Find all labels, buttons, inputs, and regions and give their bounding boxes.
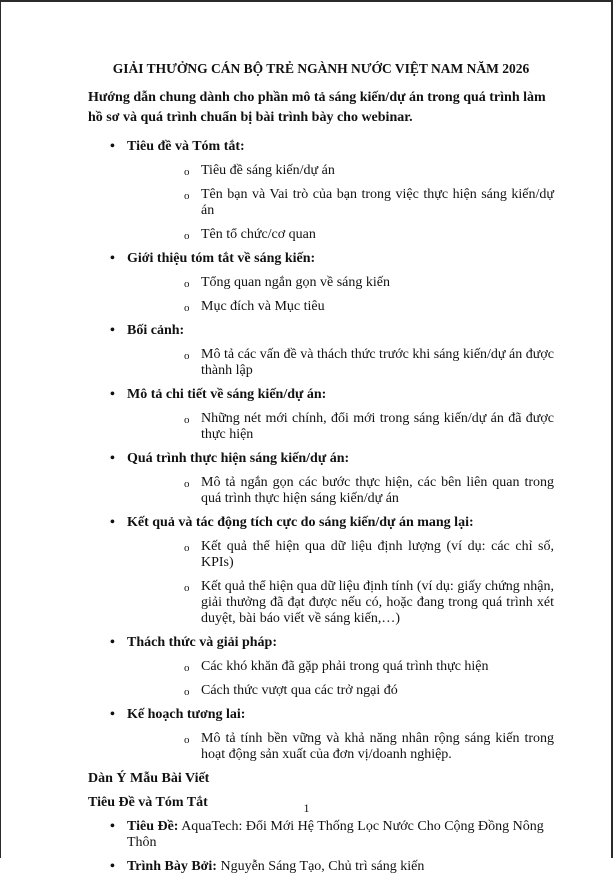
bullet-icon: • [110, 635, 115, 650]
sub-item-text: Mô tả ngắn gọn các bước thực hiện, các bên liên quan trong quá trình thực hiện sáng kiến/dự án [201, 475, 554, 506]
section-label: Bối cảnh: [127, 323, 185, 338]
sub-list [127, 731, 554, 763]
bullet-icon: • [110, 515, 115, 530]
circle-bullet-icon: o [184, 166, 190, 178]
sub-item-text: Kết quả thể hiện qua dữ liệu định lượng (ví dụ: các chỉ số, KPIs) [201, 539, 554, 570]
sub-item-text: Cách thức vượt qua các trở ngại đó [201, 683, 398, 698]
circle-bullet-icon: o [184, 302, 190, 314]
sub-item [127, 475, 554, 507]
section-item [88, 139, 554, 243]
sub-item [127, 163, 554, 179]
guideline-list [88, 139, 554, 763]
sub-item-text: Mục đích và Mục tiêu [201, 299, 325, 314]
sub-list [127, 347, 554, 379]
section-item [88, 387, 554, 443]
section-label: Kế hoạch tương lai: [127, 707, 246, 722]
outline-subheading: Tiêu Đề và Tóm Tắt [88, 795, 208, 810]
bullet-icon: • [110, 451, 115, 466]
sub-item [127, 299, 554, 315]
sub-item [127, 731, 554, 763]
document-title: GIẢI THƯỞNG CÁN BỘ TRẺ NGÀNH NƯỚC VIỆT NAM NĂM 2026 [112, 61, 530, 76]
sub-item [127, 227, 554, 243]
outline-label: Tiêu Đề: [127, 819, 179, 834]
bullet-icon: • [110, 707, 115, 722]
sub-item [127, 539, 554, 571]
bullet-icon: • [110, 859, 115, 874]
circle-bullet-icon: o [184, 414, 190, 426]
section-label: Mô tả chi tiết về sáng kiến/dự án: [127, 387, 327, 402]
section-label: Giới thiệu tóm tắt về sáng kiến: [127, 251, 316, 266]
outline-list [88, 819, 554, 875]
sub-list [127, 163, 554, 243]
bullet-icon: • [110, 387, 115, 402]
bullet-icon: • [110, 819, 115, 834]
section-label: Tiêu đề và Tóm tắt: [127, 139, 245, 154]
sub-list [127, 539, 554, 627]
circle-bullet-icon: o [184, 278, 190, 290]
intro-paragraph: Hướng dẫn chung dành cho phần mô tả sáng kiến/dự án trong quá trình làm hồ sơ và quá trình chuẩn bị bài trình bày cho webinar. [88, 90, 546, 125]
bullet-icon: • [110, 251, 115, 266]
sub-item [127, 579, 554, 627]
sub-list [127, 275, 554, 315]
sub-item [127, 659, 554, 675]
sub-item [127, 187, 554, 219]
sub-item [127, 347, 554, 379]
sub-item-text: Tổng quan ngắn gọn về sáng kiến [201, 275, 390, 290]
sub-item-text: Tiêu đề sáng kiến/dự án [201, 163, 335, 178]
sub-list [127, 475, 554, 507]
section-label: Thách thức và giải pháp: [127, 635, 277, 650]
section-item [88, 515, 554, 627]
section-label: Quá trình thực hiện sáng kiến/dự án: [127, 451, 350, 466]
circle-bullet-icon: o [184, 478, 190, 490]
section-item [88, 635, 554, 699]
circle-bullet-icon: o [184, 542, 190, 554]
outline-heading: Dàn Ý Mẫu Bài Viết [88, 771, 210, 786]
circle-bullet-icon: o [184, 230, 190, 242]
sub-item-text: Các khó khăn đã gặp phải trong quá trình thực hiện [201, 659, 489, 674]
sub-item-text: Mô tả các vấn đề và thách thức trước khi sáng kiến/dự án được thành lập [201, 347, 554, 378]
section-item [88, 707, 554, 763]
outline-label: Trình Bày Bởi: [127, 859, 217, 874]
sub-item-text: Tên tổ chức/cơ quan [201, 227, 316, 242]
circle-bullet-icon: o [184, 662, 190, 674]
page-number: 1 [303, 801, 310, 815]
sub-item-text: Tên bạn và Vai trò của bạn trong việc thực hiện sáng kiến/dự án [201, 187, 554, 218]
sub-item [127, 683, 554, 699]
sub-item-text: Mô tả tính bền vững và khả năng nhân rộng sáng kiến trong hoạt động sản xuất của đơn vị/doanh nghiệp. [201, 731, 554, 762]
sub-item-text: Những nét mới chính, đổi mới trong sáng kiến/dự án đã được thực hiện [201, 411, 554, 442]
bullet-icon: • [110, 139, 115, 154]
section-label: Kết quả và tác động tích cực do sáng kiến/dự án mang lại: [127, 515, 474, 530]
sub-list [127, 659, 554, 699]
sub-list [127, 411, 554, 443]
section-item [88, 251, 554, 315]
circle-bullet-icon: o [184, 190, 190, 202]
section-item [88, 451, 554, 507]
outline-item-title [88, 819, 554, 851]
circle-bullet-icon: o [184, 350, 190, 362]
sub-item [127, 411, 554, 443]
bullet-icon: • [110, 323, 115, 338]
section-item [88, 323, 554, 379]
sub-item [127, 275, 554, 291]
outline-value: Nguyễn Sáng Tạo, Chủ trì sáng kiến [216, 859, 425, 874]
outline-item-presenter [88, 859, 554, 875]
document-body [88, 61, 554, 875]
outline-value: AquaTech: Đổi Mới Hệ Thống Lọc Nước Cho Cộng Đồng Nông Thôn [127, 819, 544, 850]
sub-item-text: Kết quả thể hiện qua dữ liệu định tính (ví dụ: giấy chứng nhận, giải thưởng đã đạt được nếu có, hoặc đang trong quá trình xét duyệt, bài báo viết về sáng kiến,…) [201, 579, 554, 626]
circle-bullet-icon: o [184, 686, 190, 698]
circle-bullet-icon: o [184, 734, 190, 746]
circle-bullet-icon: o [184, 582, 190, 594]
